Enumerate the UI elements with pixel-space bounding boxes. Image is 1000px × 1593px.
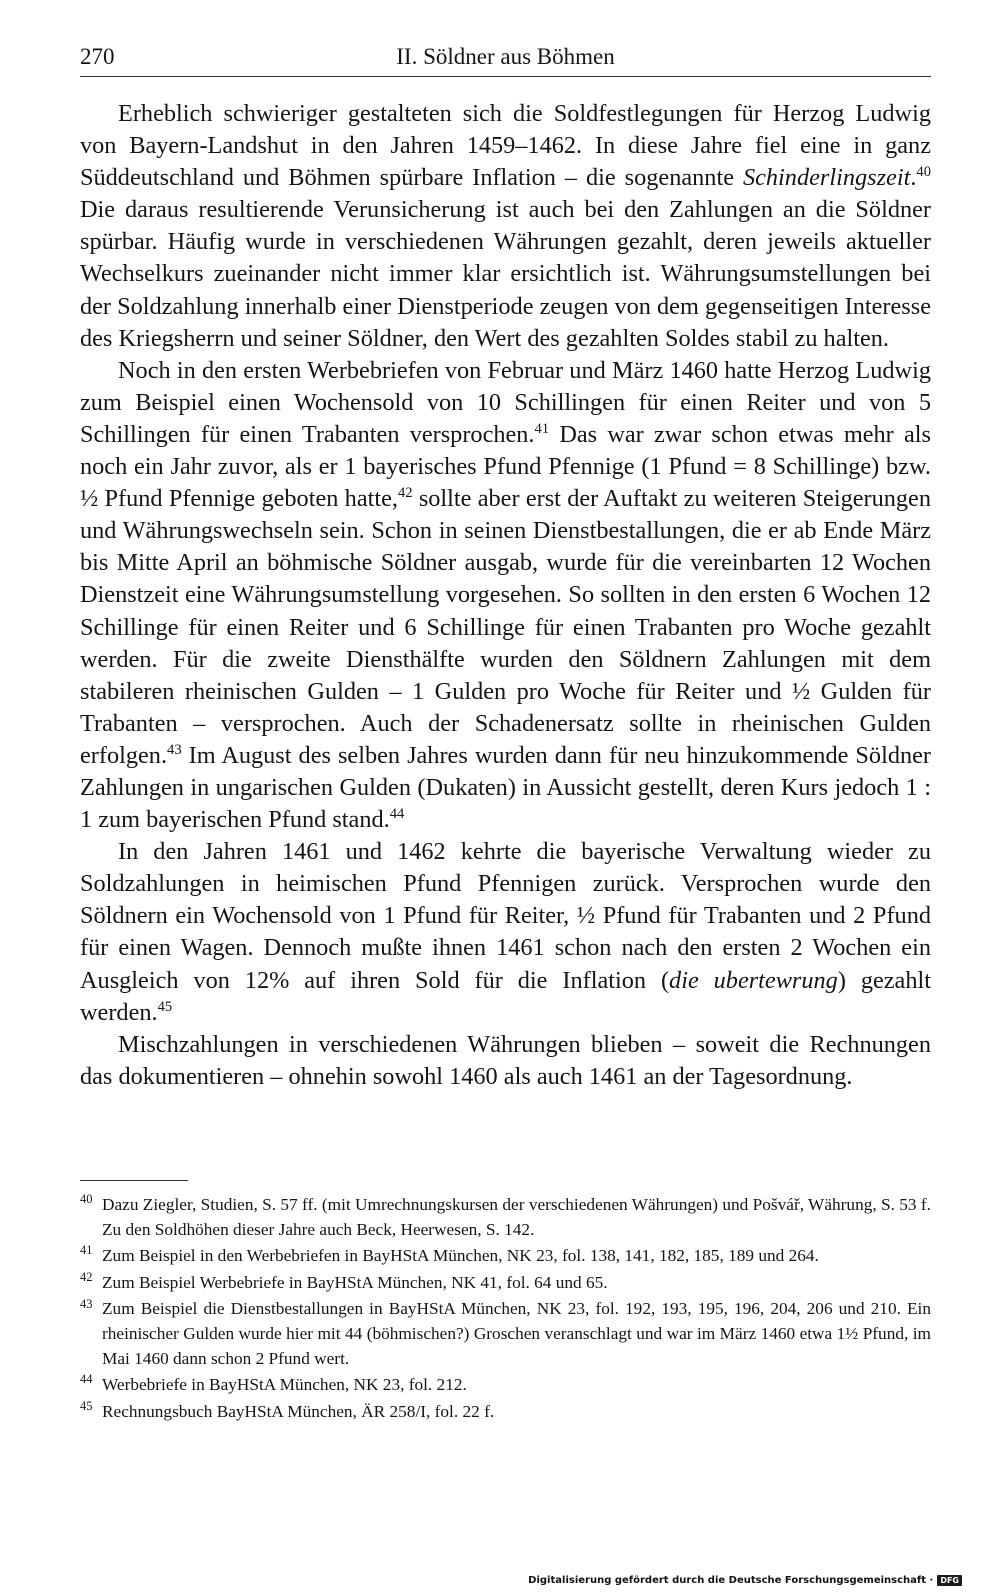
emphasis: die ubertewrung bbox=[669, 966, 838, 994]
footnote: $^{45}$ Rechnungsbuch BayHStA München, ÄR 258/I, fol. 22 f. bbox=[80, 1398, 495, 1421]
footnotes bbox=[80, 1193, 931, 1426]
footnote: $^{44}$ Werbebriefe in BayHStA München, NK 23, fol. 212. bbox=[80, 1372, 467, 1395]
footnote-text: Zum Beispiel Werbebriefe in BayHStA München, NK 41, fol. 64 und 65. bbox=[102, 1272, 608, 1292]
footnote-text: Zum Beispiel die Dienstbestallungen in BayHStA München, NK 23, fol. 192, 193, 195, 196, 204, 206 und 210. Ein rheinischer Gulden wurde hier mit 44 (böhmischen?) Groschen veranschlagt und war im März 1460 etwa 1½ Pfund, im Mai 1460 dann schon 2 Pfund wert. bbox=[102, 1299, 931, 1368]
paragraph-1 bbox=[80, 98, 931, 355]
footnote: $^{40}$ Dazu Ziegler, Studien, S. 57 ff. (mit Umrechnungskursen der verschiedenen Währungen) und Pošvář, Währung, S. 53 f. Zu den Soldhöhen dieser Jahre auch Beck, Heerwesen, S. 142. bbox=[80, 1192, 931, 1239]
footnote: $^{42}$ Zum Beispiel Werbebriefe in BayHStA München, NK 41, fol. 64 und 65. bbox=[80, 1269, 608, 1292]
text-run: sollte aber erst der Auftakt zu weiteren Steigerungen und Währungswechseln sein. Schon in seinen Dienstbestallungen, die er ab Ende März bis Mitte April an böhmische Söldner ausgab, wurde für die vereinbarten 12 Wochen Dienstzeit eine Währungsumstellung vorgesehen. So sollten in den ersten 6 Wochen 12 Schillinge für einen Reiter und 6 Schillinge für einen Trabanten pro Woche gezahlt werden. Für die zweite Diensthälfte wurden den Söldnern Zahlungen mit dem stabileren rheinischen Gulden – 1 Gulden pro Woche für Reiter und ½ Gulden für Trabanten – versprochen. Auch der Schadenersatz sollte in rheinischen Gulden erfolgen. bbox=[80, 485, 931, 769]
footnote-ref[interactable]: 45 bbox=[157, 998, 173, 1015]
footnote: $^{41}$ Zum Beispiel in den Werbebriefen in BayHStA München, NK 23, fol. 138, 141, 182, 185, 189 und 264. bbox=[80, 1243, 819, 1266]
emphasis: Schinderlingszeit bbox=[742, 164, 911, 192]
footnote-text: Dazu Ziegler, Studien, S. 57 ff. (mit Umrechnungskursen der verschiedenen Währungen) und Pošvář, Währung, S. 53 f. Zu den Soldhöhen dieser Jahre auch Beck, Heerwesen, S. 142. bbox=[102, 1195, 931, 1239]
paragraph-2 bbox=[80, 355, 931, 836]
text-run: Im August des selben Jahres wurden dann für neu hinzukommende Söldner Zahlungen in ungarischen Gulden (Dukaten) in Aussicht gestellt, deren Kurs jedoch 1 : 1 zum bayerischen Pfund stand. bbox=[80, 741, 931, 834]
footnote-ref[interactable]: 44 bbox=[389, 806, 405, 823]
credit-text: Digitalisierung gefördert durch die Deutsche Forschungsgemeinschaft · bbox=[528, 1575, 934, 1586]
footnote-ref[interactable]: 42 bbox=[397, 485, 413, 502]
footnote-divider bbox=[80, 1180, 188, 1181]
running-header bbox=[80, 40, 931, 77]
footnote-ref[interactable]: 43 bbox=[167, 741, 182, 758]
main-text bbox=[80, 98, 931, 1093]
footnote: $^{43}$ Zum Beispiel die Dienstbestallungen in BayHStA München, NK 23, fol. 192, 193, 195, 196, 204, 206 und 210. Ein rheinischer Gulden wurde hier mit 44 (böhmischen?) Groschen veranschlagt und war im März 1460 etwa 1½ Pfund, im Mai 1460 dann schon 2 Pfund wert. bbox=[80, 1296, 931, 1368]
dfg-logo-icon: DFG bbox=[937, 1575, 962, 1586]
paragraph-4: Mischzahlungen in verschiedenen Währungen blieben – soweit die Rechnungen das dokumentieren – ohnehin sowohl 1460 als auch 1461 an der Tagesordnung. bbox=[80, 1030, 931, 1090]
text-run: Noch in den ersten Werbebriefen von Februar und März 1460 hatte Herzog Ludwig zum Beispiel einen Wochensold von 10 Schillingen für einen Reiter und von 5 Schillingen für einen Trabanten versprochen. bbox=[80, 356, 931, 448]
text-run: Die daraus resultierende Verunsicherung ist auch bei den Zahlungen an die Söldner spürbar. Häufig wurde in verschiedenen Währungen gezahlt, deren jeweils aktueller Wechselkurs zueinander nicht immer klar ersichtlich ist. Währungsumstellungen bei der Soldzahlung innerhalb einer Dienstperiode zeugen von dem gegenseitigen Interesse des Kriegsherrn und seiner Söldner, den Wert des gezahlten Soldes stabil zu halten. bbox=[80, 196, 931, 352]
running-title: II. Söldner aus Böhmen bbox=[396, 44, 615, 69]
text-run: ) gezahlt werden. bbox=[80, 966, 931, 1026]
paragraph-3 bbox=[80, 836, 931, 1029]
footnote-ref[interactable]: 41 bbox=[534, 420, 550, 437]
digitization-credit bbox=[528, 1575, 962, 1586]
footnote-text: Zum Beispiel in den Werbebriefen in BayHStA München, NK 23, fol. 138, 141, 182, 185, 189 und 264. bbox=[102, 1246, 819, 1266]
page-number: 270 bbox=[80, 44, 115, 69]
text-run: Das war zwar schon etwas mehr als noch ein Jahr zuvor, als er 1 bayerisches Pfund Pfennige (1 Pfund = 8 Schillinge) bzw. ½ Pfund Pfennige geboten hatte, bbox=[80, 420, 931, 513]
text-run: . bbox=[910, 164, 917, 192]
footnote-ref[interactable]: 40 bbox=[916, 164, 931, 181]
footnote-text: Werbebriefe in BayHStA München, NK 23, fol. 212. bbox=[102, 1375, 467, 1395]
text-run: In den Jahren 1461 und 1462 kehrte die bayerische Verwaltung wieder zu Soldzahlungen in heimischen Pfund Pfennigen zurück. Versprochen wurde den Söldnern ein Wochensold von 1 Pfund für Reiter, ½ Pfund für Trabanten und 2 Pfund für einen Wagen. Dennoch mußte ihnen 1461 schon nach den ersten 2 Wochen ein Ausgleich von 12% auf ihren Sold für die Inflation ( bbox=[80, 838, 931, 994]
footnote-text: Rechnungsbuch BayHStA München, ÄR 258/I, fol. 22 f. bbox=[102, 1401, 495, 1421]
text-run: Erheblich schwieriger gestalteten sich die Soldfestlegungen für Herzog Ludwig von Bayern-Landshut in den Jahren 1459–1462. In diese Jahre fiel eine in ganz Süddeutschland und Böhmen spürbare Inflation – die sogenannte bbox=[80, 100, 931, 192]
